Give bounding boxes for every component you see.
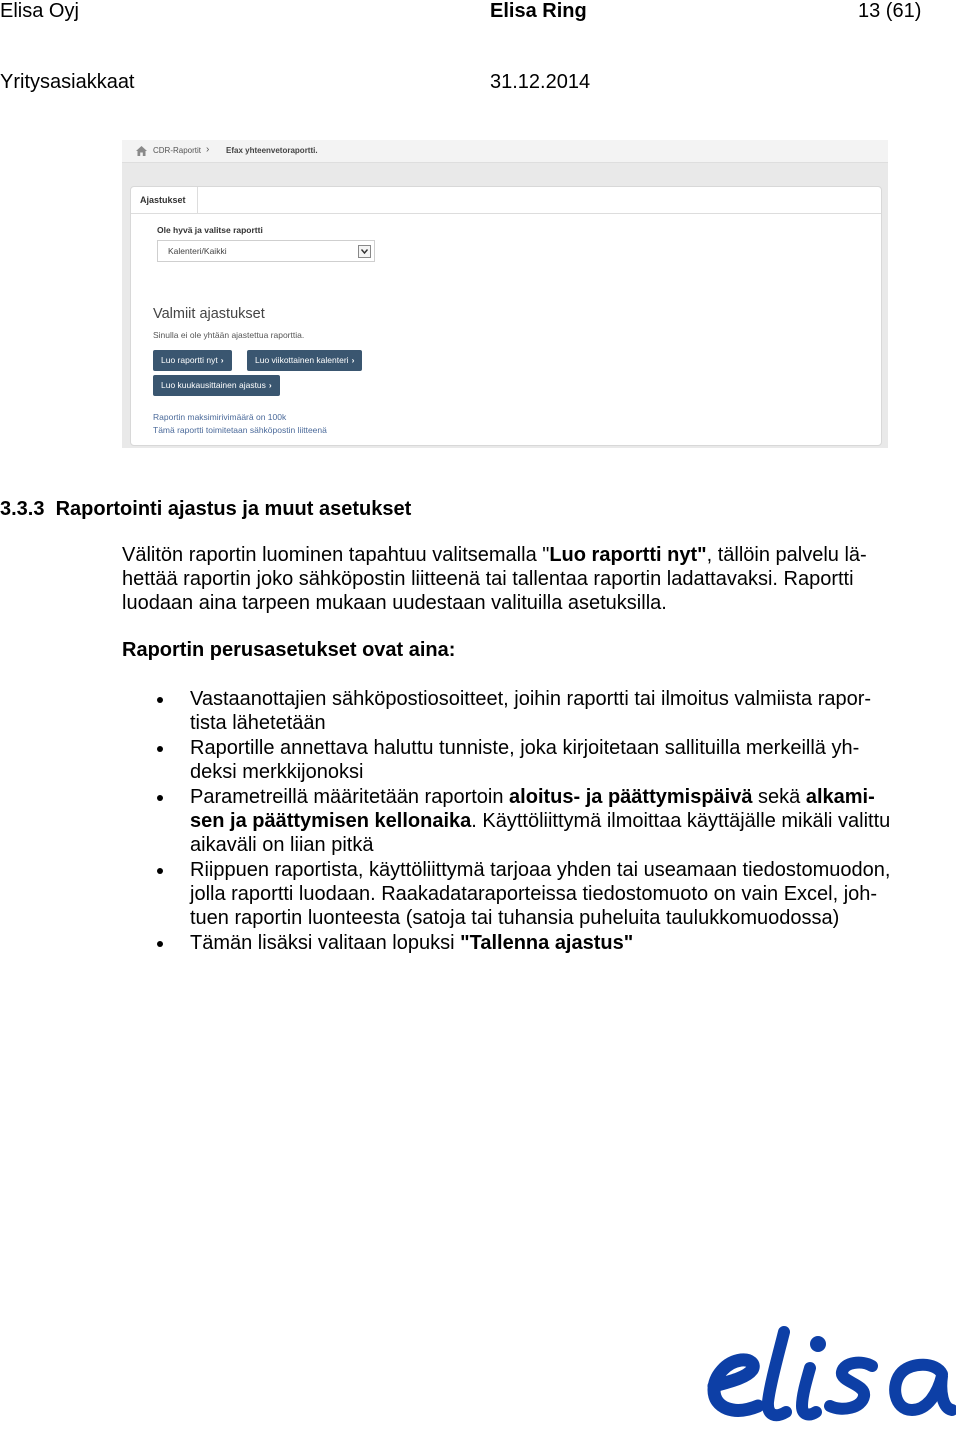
list-item-line: jolla raportti luodaan. Raakadataraporteissa tiedostomuoto on vain Excel, joh-: [190, 883, 878, 905]
header-company: Elisa Oyj: [0, 0, 79, 22]
list-item-line: Vastaanottajien sähköpostiosoitteet, joihin raportti tai ilmoitus valmiista rapor-: [190, 688, 872, 710]
list-bold: alkami-: [805, 786, 875, 808]
list-item-line: Riippuen raportista, käyttöliittymä tarjoaa yhden tai useamaan tiedostomuodon,: [190, 859, 891, 881]
report-select[interactable]: [157, 240, 375, 262]
tab-divider: [197, 213, 881, 214]
create-weekly-calendar-label: Luo viikottainen kalenteri: [255, 355, 349, 365]
list-item: [190, 687, 871, 735]
list-bold: sen ja päättymisen kellonaika: [190, 810, 472, 832]
list-item-line: Raportille annettava haluttu tunniste, joka kirjoitetaan sallituilla merkeillä yh-: [190, 737, 860, 759]
bullet-icon: [157, 795, 163, 801]
list-text: . Käyttöliittymä ilmoittaa käyttäjälle mikäli valittu: [471, 810, 891, 832]
section-title: Raportointi ajastus ja muut asetukset: [55, 498, 412, 520]
list-bold: aloitus- ja päättymispäivä: [509, 786, 753, 808]
create-monthly-schedule-button[interactable]: [153, 375, 280, 396]
list-item: [190, 736, 859, 784]
section-heading: [0, 497, 411, 521]
elisa-logo: [706, 1326, 956, 1430]
tab-schedules[interactable]: Ajastukset: [131, 187, 198, 214]
ready-schedules-heading: Valmiit ajastukset: [153, 306, 265, 322]
breadcrumb-current: Efax yhteenvetoraportti.: [226, 146, 318, 155]
list-item-line: tista lähetetään: [190, 712, 326, 734]
list-item-line: deksi merkkijonoksi: [190, 761, 364, 783]
header-customer: Yritysasiakkaat: [0, 71, 135, 93]
chevron-right-icon: ›: [206, 144, 210, 155]
chevron-right-icon: ›: [220, 355, 224, 365]
breadcrumb-cdr-reports[interactable]: CDR-Raportit: [153, 146, 202, 155]
breadcrumb: [122, 140, 888, 163]
list-text: Parametreillä määritetään raportoin: [190, 786, 510, 808]
intro-paragraph: [122, 543, 922, 615]
bullet-icon: [157, 746, 163, 752]
home-icon[interactable]: [136, 146, 147, 156]
intro-text: , tällöin palvelu lä-: [706, 544, 867, 566]
list-bold: "Tallenna ajastus": [460, 932, 634, 954]
list-item: [190, 858, 890, 930]
list-item-line: [190, 785, 890, 809]
list-text: Tämän lisäksi valitaan lopuksi: [190, 932, 461, 954]
report-scheduling-screenshot: [122, 140, 888, 448]
bullet-icon: [157, 868, 163, 874]
intro-line-2: hettää raportin joko sähköpostin liitteenä tai tallentaa raportin ladattavaksi. Raportti: [122, 568, 854, 590]
intro-bold: Luo raportti nyt": [549, 544, 707, 566]
report-select-label: Ole hyvä ja valitse raportti: [157, 225, 263, 235]
bullet-icon: [157, 941, 163, 947]
header-date: 31.12.2014: [490, 71, 591, 93]
intro-line-3: luodaan aina tarpeen mukaan uudestaan valituilla asetuksilla.: [122, 592, 667, 614]
list-item: [190, 785, 890, 857]
list-text: sekä: [752, 786, 806, 808]
create-weekly-calendar-button[interactable]: [247, 350, 362, 371]
header-product: Elisa Ring: [490, 0, 587, 22]
bullet-icon: [157, 697, 163, 703]
list-item-line: tuen raportin luonteesta (satoja tai tuhansia puheluita taulukkomuodossa): [190, 907, 840, 929]
list-item-line: [190, 809, 890, 833]
no-schedules-text: Sinulla ei ole yhtään ajastettua raporttia.: [153, 330, 305, 340]
chevron-right-icon: ›: [268, 380, 272, 390]
header-page-number: 13 (61): [858, 0, 922, 22]
basic-settings-heading: Raportin perusasetukset ovat aina:: [122, 639, 456, 661]
chevron-right-icon: ›: [351, 355, 355, 365]
intro-line-1: [122, 543, 922, 567]
section-number: 3.3.3: [0, 498, 45, 520]
list-item-line: aikaväli on liian pitkä: [190, 834, 374, 856]
report-select-value: Kalenteri/Kaikki: [168, 246, 227, 256]
max-rows-note: Raportin maksimirivimäärä on 100k: [153, 412, 287, 422]
create-report-now-button[interactable]: [153, 350, 232, 371]
list-item-line: [190, 931, 633, 955]
create-monthly-schedule-label: Luo kuukausittainen ajastus: [161, 380, 266, 390]
intro-text: Välitön raportin luominen tapahtuu valitsemalla ": [122, 544, 550, 566]
schedules-panel: [130, 186, 882, 446]
chevron-down-icon[interactable]: [358, 245, 371, 258]
email-attachment-note: Tämä raportti toimitetaan sähköpostin liitteenä: [153, 425, 327, 435]
create-report-now-label: Luo raportti nyt: [161, 355, 218, 365]
list-item: [190, 931, 633, 955]
